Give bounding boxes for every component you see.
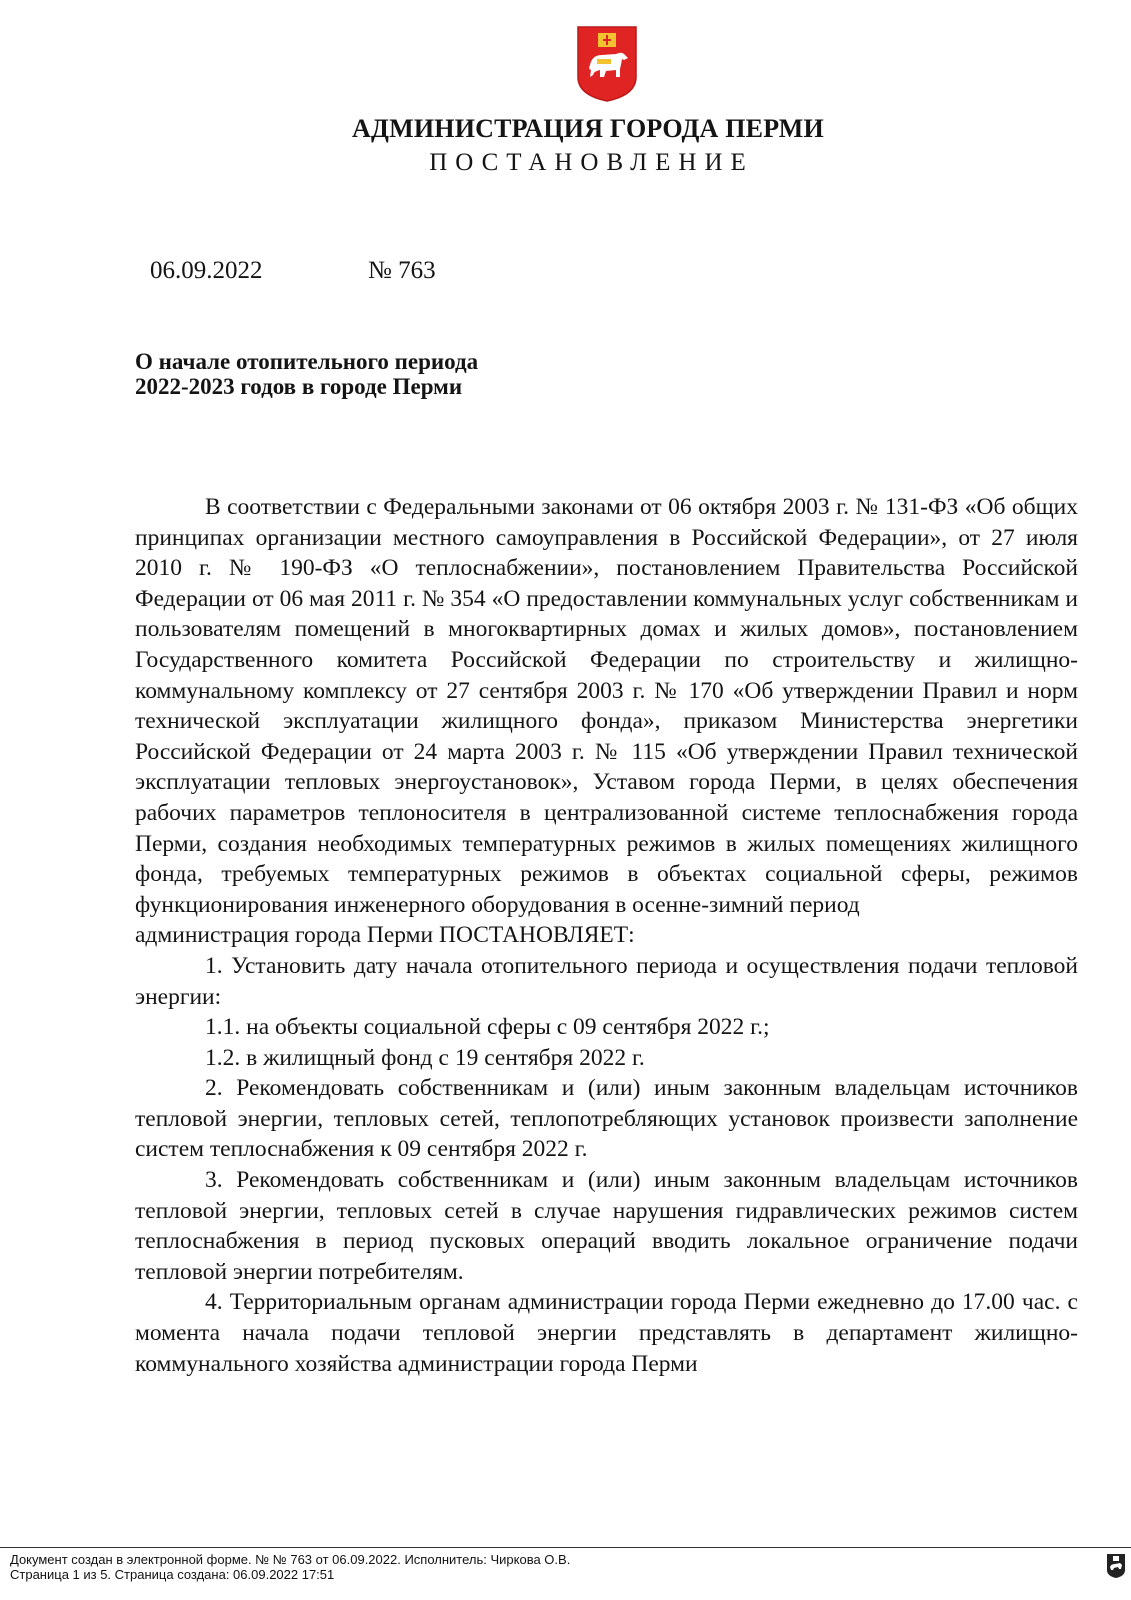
document-type: ПОСТАНОВЛЕНИЕ bbox=[429, 149, 754, 176]
decree-line: администрация города Перми ПОСТАНОВЛЯЕТ: bbox=[135, 922, 635, 949]
footer-info bbox=[10, 1552, 570, 1582]
clause-1-2: 1.2. в жилищный фонд с 19 сентября 2022 г. bbox=[205, 1044, 645, 1071]
clause-1: 1. Установить дату начала отопительного периода и осуществления подачи тепловой энергии: bbox=[135, 952, 1078, 1010]
organization-name: АДМИНИСТРАЦИЯ ГОРОДА ПЕРМИ bbox=[352, 114, 824, 143]
clause-2: 2. Рекомендовать собственникам и (или) иным законным владельцам источников тепловой энергии, тепловых сетей, теплопотребляющих установок произвести заполнение систем теплоснабжения к 09 сентября 2022 г. bbox=[135, 1075, 1078, 1163]
document-title bbox=[135, 349, 478, 399]
clause-4: 4. Территориальным органам администрации города Перми ежедневно до 17.00 час. с момента начала подачи тепловой энергии представлять в департамент жилищно-коммунального хозяйства администрации города Перми bbox=[135, 1289, 1078, 1377]
document-date: 06.09.2022 bbox=[150, 257, 263, 284]
perm-coat-of-arms-icon bbox=[576, 25, 638, 103]
document-body bbox=[135, 492, 1078, 1379]
preamble-paragraph: В соответствии с Федеральными законами от 06 октября 2003 г. № 131-ФЗ «Об общих принципах организации местного самоуправления в Российской Федерации», от 27 июля 2010 г. № 190-ФЗ «О теплоснабжении», постановлением Правительства Российской Федерации от 06 мая 2011 г. № 354 «О предоставлении коммунальных услуг собственникам и пользователям помещений в многоквартирных домах и жилых домов», постановлением Государственного комитета Российской Федерации по строительству и жилищно-коммунальному комплексу от 27 сентября 2003 г. № 170 «Об утверждении Правил и норм технической эксплуатации жилищного фонда», приказом Министерства энергетики Российской Федерации от 24 марта 2003 г. № 115 «Об утверждении Правил технической эксплуатации тепловых энергоустановок», Уставом города Перми, в целях обеспечения рабочих параметров теплоносителя в централизованной системе теплоснабжения города Перми, создания необходимых температурных режимов в жилых помещениях жилищного фонда, требуемых температурных режимов в объектах социальной сферы, режимов функционирования инженерного оборудования в осенне-зимний период bbox=[135, 494, 1078, 918]
document-title-line: 2022-2023 годов в городе Перми bbox=[135, 374, 463, 399]
footer-line: Страница 1 из 5. Страница создана: 06.09.2022 17:51 bbox=[10, 1567, 335, 1582]
document-number: № 763 bbox=[368, 257, 436, 284]
footer-divider bbox=[0, 1547, 1131, 1548]
footer-line: Документ создан в электронной форме. № № 763 от 06.09.2022. Исполнитель: Чиркова О.В. bbox=[10, 1552, 571, 1567]
clause-3: 3. Рекомендовать собственникам и (или) иным законным владельцам источников тепловой энергии, тепловых сетей в случае нарушения гидравлических режимов систем теплоснабжения в период пусковых операций вводить локальное ограничение подачи тепловой энергии потребителям. bbox=[135, 1167, 1078, 1285]
document-title-line: О начале отопительного периода bbox=[135, 349, 479, 374]
clause-1-1: 1.1. на объекты социальной сферы с 09 сентября 2022 г.; bbox=[205, 1014, 770, 1041]
small-coat-of-arms-icon bbox=[1106, 1553, 1126, 1579]
